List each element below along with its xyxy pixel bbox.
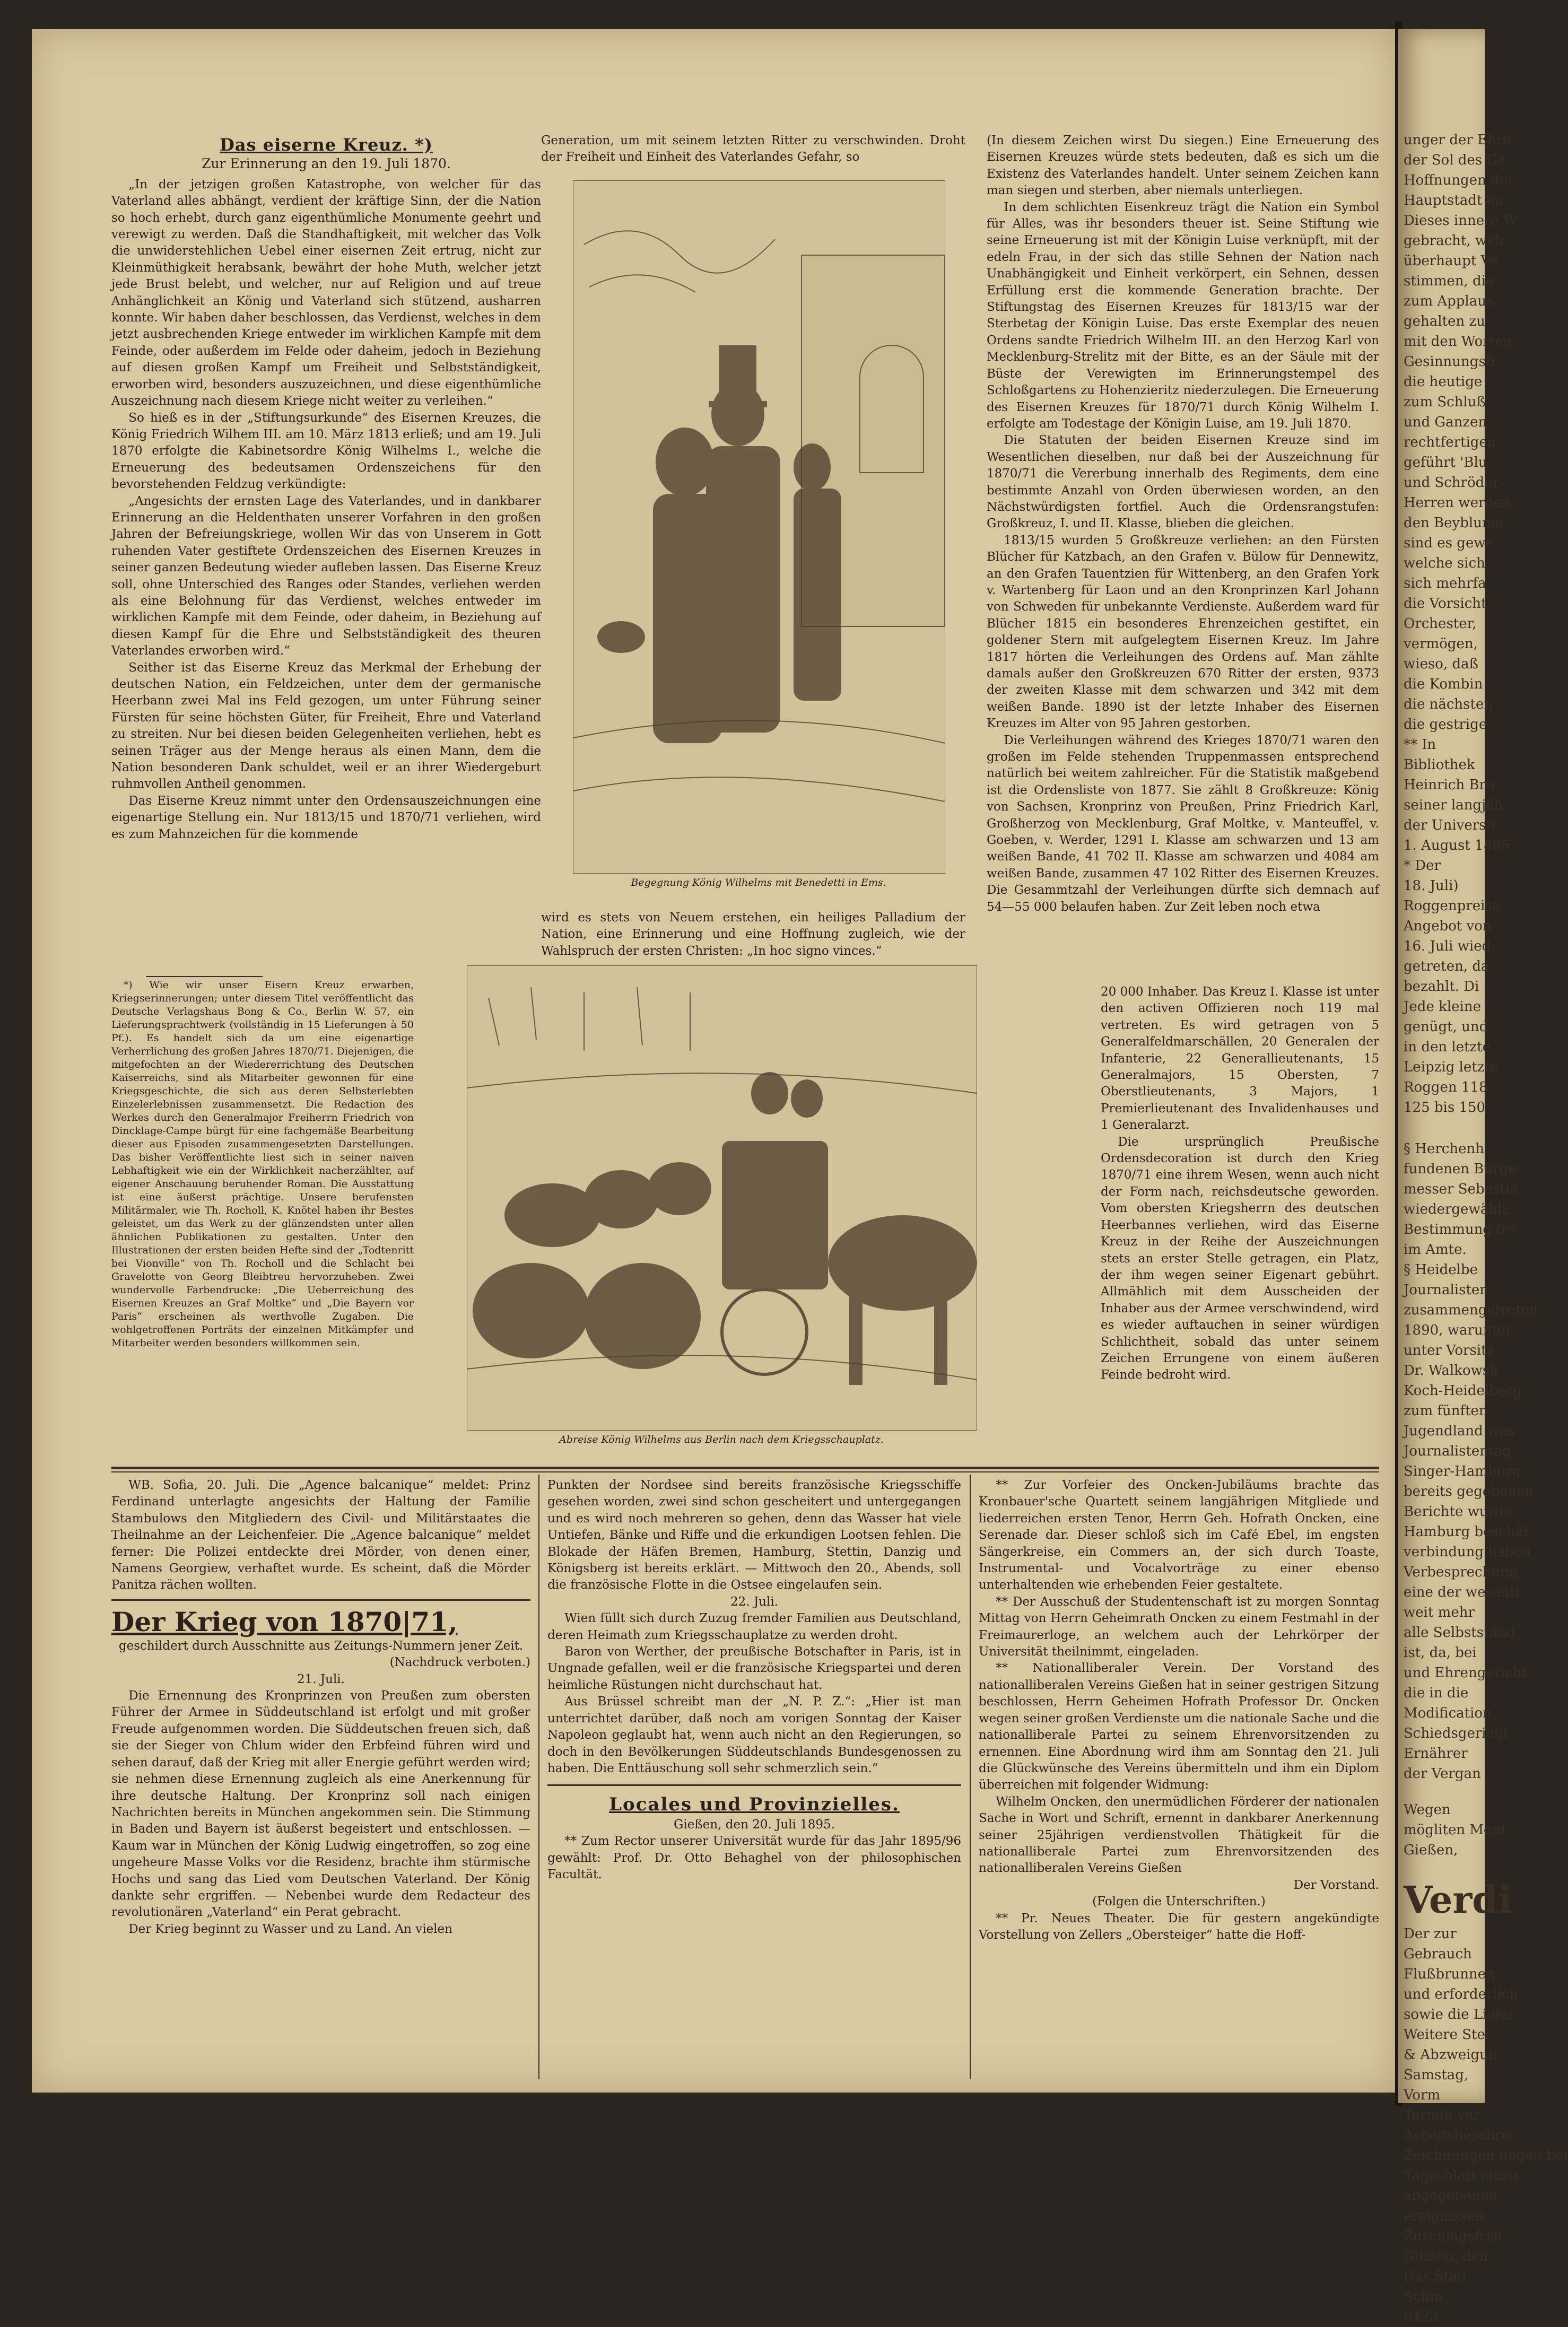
bleed-line: sind es gewe xyxy=(1404,535,1494,551)
bleed-line: Verdi xyxy=(1404,1878,1512,1922)
bleed-line: überhaupt Ve xyxy=(1404,253,1498,269)
bleed-line: bezahlt. Di xyxy=(1404,979,1479,995)
bleed-line: abgegebenen xyxy=(1404,2188,1498,2204)
bleed-line: wieso, daß xyxy=(1404,656,1478,672)
bleed-block-4 xyxy=(1398,1876,1568,2307)
bottom-column-3 xyxy=(979,1477,1379,2077)
footnote-divider xyxy=(146,976,263,977)
bleed-line: der Universit xyxy=(1404,817,1496,833)
bleed-line: der Vergan xyxy=(1404,1766,1481,1782)
bleed-line: rechtfertigen xyxy=(1404,434,1496,450)
paragraph: ** Zur Vorfeier des Oncken-Jubiläums brachte das Kronbauer'sche Quartett seinem langjährigen Mitgliede und liederreichen ersten Tenor, Herrn Geh. Hofrath Oncken, eine Serenade dar. Dieser schloß sich im Café Ebel, im engsten Sängerkreise, ein Commers an, der sich durch Toaste, Instrumental- und Vocalvorträge zu einer ebenso unterhaltenden wie erhebenden Feier gestaltete. xyxy=(979,1478,1379,1592)
bleed-line: Modification xyxy=(1404,1705,1492,1721)
bleed-line: 1. August 1895 xyxy=(1404,838,1510,853)
bleed-line: vermögen, xyxy=(1404,636,1478,652)
locales-heading: Locales und Provinzielles. xyxy=(609,1794,900,1816)
bleed-line: und Ganzen xyxy=(1404,414,1487,430)
bleed-block-1 xyxy=(1398,130,1518,1118)
bleed-line: Hoffnungen der xyxy=(1404,172,1514,188)
signature: Der Vorstand. xyxy=(1293,1878,1379,1892)
newspaper-page xyxy=(32,29,1395,2093)
bleed-line: sowie die Liefer xyxy=(1404,2007,1515,2023)
bleed-line: 16. Juli wied xyxy=(1404,938,1491,954)
bleed-line: zusammengetreten xyxy=(1404,1302,1538,1318)
bleed-line: zum Schluß xyxy=(1404,394,1486,410)
bleed-line: § Herchenh xyxy=(1404,1141,1484,1157)
bleed-line: § Heidelbe xyxy=(1404,1262,1478,1278)
paragraph: „In der jetzigen großen Katastrophe, von welcher für das Vaterland alles abhängt, verdient der kräftige Sinn, der die Nation so hoch erhebt, durch ganz eigenthümliche Monumente geehrt und verewigt zu werden. Daß die Standhaftigkeit, mit welcher das Volk die unwiderstehlichen Uebel einer eisernen Zeit ertrug, nicht zur Kleinmüthigkeit herabsank, bewährt der hohe Muth, welcher jetzt jede Brust belebt, und welcher, nur auf Religion und auf treue Anhänglichkeit an König und Vaterland sich stützend, ausharren konnte. Wir haben daher beschlossen, das Verdienst, welches in dem jetzt ausbrechenden Kriege entweder im wirklichen Kampfe mit dem Feinde, oder außerdem im Felde oder daheim, jedoch in Beziehung auf diesen großen Kampf um Freiheit und Selbstständigkeit, erworben wird, besonders auszuzeichnen, und diese eigenthümliche Auszeichnung nach diesem Kriege nicht weiter zu verleihen.“ xyxy=(111,177,541,408)
bleed-line: eine der wesentl xyxy=(1404,1584,1520,1600)
bleed-line: Journalisten xyxy=(1404,1282,1489,1298)
war-series-title: Der Krieg von 1870|71, xyxy=(111,1606,458,1637)
bleed-line: Koch-Heidelberg xyxy=(1404,1383,1522,1399)
bleed-line: Schiedsgericht xyxy=(1404,1725,1509,1741)
paragraph: (In diesem Zeichen wirst Du siegen.) Eine Erneuerung des Eisernen Kreuzes würde stets bedeuten, daß es sich um die Existenz des Vaterlandes handelt. Unter seinem Zeichen kann man siegen und sterben, aber niemals unterliegen. xyxy=(987,134,1379,198)
illustration-ems-drawing xyxy=(573,181,945,873)
paragraph: Wien füllt sich durch Zuzug fremder Familien aus Deutschland, deren Heimath zum Kriegsschauplatze zu werden droht. xyxy=(547,1611,961,1642)
bleed-line: & Abzweigun xyxy=(1404,2047,1497,2063)
date-heading: 21. Juli. xyxy=(297,1672,345,1686)
news-sofia: WB. Sofia, 20. Juli. Die „Agence balcanique“ meldet: Prinz Ferdinand unterlagte angesichts der Haltung der Familie Stambulows den Mitgliedern des Civil- und Militärstaates die Theilnahme an der Leichenfeier. Die „Agence balcanique“ meldet ferner: Die Polizei entdeckte drei Mörder, von denen einer, Namens Georgiew, verhaftet wurde. Es scheint, daß die Mörder Panitza rächen wollten. xyxy=(111,1478,530,1592)
paragraph: Seither ist das Eiserne Kreuz das Merkmal der Erhebung der deutschen Nation, ein Feldzeichen, unter dem der germanische Heerbann zwei Mal ins Feld gezogen, um unter Führung seiner Fürsten für seine höchsten Güter, für Freiheit, Ehre und Vaterland zu streiten. Nur bei diesen beiden Gelegenheiten verliehen, hebt es seinen Träger aus der Menge heraus als einen Mann, dem die Nation besonderen Dank schuldet, weil er an ihrer Wiedergeburt ruhmvollen Antheil genommen. xyxy=(111,660,541,791)
bleed-line: den Beyblume xyxy=(1404,515,1503,531)
bleed-line: Heinrich Bru xyxy=(1404,777,1495,793)
bleed-line: Ernährer xyxy=(1404,1746,1468,1762)
bleed-line: sich mehrfa xyxy=(1404,576,1486,591)
adjacent-page-fragment xyxy=(1398,29,1568,2325)
article-column-3 xyxy=(987,133,1379,981)
paragraph: Wilhelm Oncken, den unermüdlichen Förderer der nationalen Sache in Wort und Schrift, ernennt in dankbarer Anerkennung seiner 25jährigen verdienstvollen Thätigkeit für die nationalliberale Partei zum Ehrenvorsitzenden des nationalliberalen Vereins Gießen xyxy=(979,1794,1379,1876)
paragraph: Generation, um mit seinem letzten Ritter zu verschwinden. Droht der Freiheit und Einheit des Vaterlandes Gefahr, so xyxy=(541,134,965,164)
bleed-line: Herren werden xyxy=(1404,495,1511,511)
bleed-line: Termin ver xyxy=(1404,2107,1480,2123)
bleed-line: Jugendland was xyxy=(1404,1423,1515,1439)
paragraph: wird es stets von Neuem erstehen, ein heiliges Palladium der Nation, eine Erinnerung und eine Hoffnung zugleich, wie der Wahlspruch der ersten Christen: „In hoc signo vinces.“ xyxy=(541,911,965,958)
bleed-line: Journalistentag xyxy=(1404,1443,1511,1459)
article-title: Das eiserne Kreuz. *) xyxy=(220,135,433,155)
paragraph: „Angesichts der ernsten Lage des Vaterlandes, und in dankbarer Erinnerung an die Heldenthaten unserer Vorfahren in den großen Jahren der Befreiungskriege, wollen Wir das von Unserem in Gott ruhenden Vater gestiftete Ordenszeichen des Eisernen Kreuzes in seiner ganzen Bedeutung wieder aufleben lassen. Das Eiserne Kreuz soll, ohne Unterschied des Ranges oder Standes, verliehen werden als eine Belohnung für das Verdienst, welches entweder im wirklichen Kampfe mit dem Feinde, oder daheim, in Beziehung auf diesen Kampf für die Ehre und Selbstständigkeit des theuren Vaterlandes erworben wird.“ xyxy=(111,494,541,658)
bottom-column-1 xyxy=(111,1477,530,2077)
bleed-line: Weitere Stei xyxy=(1404,2027,1490,2043)
paragraph: Der Krieg beginnt zu Wasser und zu Land. An vielen xyxy=(128,1922,452,1936)
bleed-line: Roggenpreise xyxy=(1404,898,1501,914)
bleed-line: ist, da, bei xyxy=(1404,1645,1477,1661)
paragraph: ** Zum Rector unserer Universität wurde für das Jahr 1895/96 gewählt: Prof. Dr. Otto Behaghel von der philosophischen Facultät. xyxy=(547,1834,961,1881)
bleed-line: Singer-Hamburg xyxy=(1404,1463,1521,1479)
footnote xyxy=(111,979,414,1459)
article-column-3b xyxy=(1101,984,1379,1451)
bleed-line: Bestimmung fre xyxy=(1404,1222,1516,1237)
bleed-block-2 xyxy=(1398,1139,1538,1784)
bleed-line: Gesinnungsb xyxy=(1404,354,1495,370)
paragraph: Aus Brüssel schreibt man der „N. P. Z.“: „Hier ist man unterrichtet darüber, daß noch am vorigen Sonntag der Kaiser Napoleon geglaubt hat, wenn auch nicht an den Regierungen, so doch in den Bevölkerungen Süddeutschlands Bundesgenossen zu haben. Die Enttäuschung soll sehr schmerzlich sein.“ xyxy=(547,1695,961,1775)
bleed-line: Gebrauch xyxy=(1404,1946,1472,1962)
paragraph: Punkten der Nordsee sind bereits französische Kriegsschiffe gesehen worden, zwei sind schon gescheitert und untergegangen und es wird noch mehreren so gehen, denn das Wasser hat viele Untiefen, Bänke und Riffe und die erkundigen Lootsen fehlen. Die Blokade der Häfen Bremen, Hamburg, Stettin, Danzig und Königsberg ist bereits erklärt. — Mittwoch den 20., Abends, soll die französische Flotte in die Ostsee eingelaufen sein. xyxy=(547,1478,961,1592)
bleed-line: stimmen, die xyxy=(1404,273,1494,289)
bleed-line: Dr. Walkowsk xyxy=(1404,1363,1498,1379)
bleed-line: gebracht, welc xyxy=(1404,233,1508,249)
paragraph: ** Nationalliberaler Verein. Der Vorstand des nationalliberalen Vereins Gießen hat in seiner gestrigen Sitzung beschlossen, Herrn Geheimen Hofrath Professor Dr. Oncken wegen seiner großen Verdienste um die nationale Sache und die nationalliberale Partei zu seinem Ehrenvorsitzenden zu ernennen. Eine Abordnung wird ihm am Sonntag den 21. Juli die Glückwünsche des Vereins übermitteln und ihm ein Diplom überreichen mit folgender Widmung: xyxy=(979,1661,1379,1792)
bleed-line: Das Stad xyxy=(1404,2269,1467,2285)
bleed-line: messer Sebastia xyxy=(1404,1181,1518,1197)
paragraph: Die Statuten der beiden Eisernen Kreuze sind im Wesentlichen dieselben, nur daß bei der Auszeichnung für 1870/71 die Vererbung innerhalb des Regiments, dem eine bestimmte Anzahl von Orden überwiesen worden, an den Nächstwürdigsten fortfiel. Auch die Ordensrangstufen: Großkreuz, I. und II. Klasse, blieben die gleichen. xyxy=(987,433,1379,531)
bleed-line: die Vorsicht xyxy=(1404,596,1487,612)
bleed-line: die nächsten xyxy=(1404,696,1493,712)
bleed-line: die gestrige xyxy=(1404,717,1487,733)
bleed-line: im Amte. xyxy=(1404,1242,1467,1258)
bleed-line: geführt 'Blu xyxy=(1404,455,1487,470)
paragraph: Die Verleihungen während des Krieges 1870/71 waren den großen im Felde stehenden Truppenmassen entsprechend natürlich bei weitem zahlreicher. Für die Statistik maßgebend ist die Ordensliste von 1877. Sie zählt 8 Großkreuze: König von Sachsen, Kronprinz von Preußen, Prinz Friedrich Karl, Großherzog von Mecklenburg, Graf Moltke, v. Manteuffel, v. Goeben, v. Werder, 1291 I. Klasse am schwarzen und 13 am weißen Bande, 41 702 II. Klasse am schwarzen und 4084 am weißen Bande, zusammen 47 102 Ritter des Eisernen Kreuzes. Die Gesammtzahl der Verleihungen dürfte sich demnach auf 54—55 000 belaufen haben. Zur Zeit leben noch etwa xyxy=(987,733,1379,914)
bleed-line: Roggen 118 xyxy=(1404,1079,1488,1095)
bleed-line: Arbeitsbeschrei xyxy=(1404,2128,1514,2143)
footnote-text: *) Wie wir unser Eisern Kreuz erwarben, Kriegserinnerungen; unter diesem Titel veröffentlicht das Deutsche Verlagshaus Bong & Co., Berlin W. 57, ein Lieferungsprachtwerk (vollständig in 15 Lieferungen à 50 Pf.). Es handelt sich da um eine eigenartige Verherrlichung des großen Jahres 1870/71. Diejenigen, die mitgefochten an der Wiedererrichtung des Deutschen Kaiserreichs, sind als Mitarbeiter gewonnen für eine Kriegsgeschichte, die sich aus deren Selbsterlebten Einzelerlebnissen zusammensetzt. Die Redaction des Werkes durch den Generalmajor Freiherrn Friedrich von Dincklage-Campe bürgt für eine fachgemäße Bearbeitung dieser aus Episoden zusammengesetzten Darstellungen. Das bisher Veröffentlichte liest sich in seiner naiven Lebhaftigkeit wie ein der Wirklichkeit nacherzählter, auf eigener Anschauung beruhender Roman. Die Ausstattung ist eine äußerst prächtige. Unsere berufensten Militärmaler, wie Th. Rocholl, K. Knötel haben ihr Bestes geleistet, um das Werk zu der glänzendsten unter allen ähnlichen Publikationen zu gestalten. Unter den Illustrationen der ersten beiden Hefte sind der „Todtenritt bei Vionville“ von Th. Rocholl und die Schlacht bei Gravelotte von Georg Bleibtreu hervorzuheben. Zwei wundervolle Farbendrucke: „Die Ueberreichung des Eisernen Kreuzes an Graf Moltke“ und „Die Bayern vor Paris“ erscheinen als werthvolle Zugaben. Die wohlgetroffenen Porträts der einzelnen Mitkämpfer und Mitarbeiter werden besonders willkommen sein. xyxy=(111,979,414,1349)
paragraph: ** Pr. Neues Theater. Die für gestern angekündigte Vorstellung von Zellers „Obersteiger“ hatte die Hoff- xyxy=(979,1911,1379,1942)
paragraph: In dem schlichten Eisenkreuz trägt die Nation ein Symbol für Alles, was ihr besonders theuer ist. Seine Stiftung wie seine Erneuerung ist mit der Königin Luise verknüpft, mit der edeln Frau, in der sich das stille Sehnen der Nation nach Unabhängigkeit und Einheit verkörpert, ein Sehnen, dessen Erfüllung erst die kommende Generation brachte. Der Stiftungstag des Eisernen Kreuzes für 1813/15 war der Sterbetag der Königin Luise. Das erste Exemplar des neuen Ordens sandte Friedrich Wilhelm III. an den Herzog Karl von Mecklenburg-Strelitz mit der Bitte, es an der Säule mit der Büste der Verewigten im Erinnerungstempel des Schloßgartens zu Hohenzieritz niederzulegen. Die Erneuerung des Eisernen Kreuzes für 1870/71 durch König Wilhelm I. erfolgte am Todestage der Königin Luise, am 19. Juli 1870. xyxy=(987,200,1379,431)
paragraph: Das Eiserne Kreuz nimmt unter den Ordensauszeichnungen eine eigenartige Stellung ein. Nur 1813/15 und 1870/71 verliehen, wird es zum Mahnzeichen für die kommende xyxy=(111,794,541,841)
bleed-line: alle Selbstständ xyxy=(1404,1625,1515,1641)
bleed-line: Hauptstadt au xyxy=(1404,193,1504,208)
bleed-line: ereignissen xyxy=(1404,2208,1485,2224)
bleed-line: die Kombin xyxy=(1404,676,1483,692)
bleed-line: Tagesblatt einzu xyxy=(1404,2168,1519,2184)
divider xyxy=(111,1599,530,1601)
footer-number: 6423 xyxy=(1404,2309,1439,2325)
bleed-line: gehalten zu xyxy=(1404,313,1485,329)
section-divider xyxy=(111,1467,1379,1469)
bleed-line: und Schröder xyxy=(1404,475,1500,491)
bleed-line: in den letzte xyxy=(1404,1039,1491,1055)
bleed-line: der Sol des Ga xyxy=(1404,152,1506,168)
illustration-ems xyxy=(573,180,945,874)
paragraph: Die Ernennung des Kronprinzen von Preußen zum obersten Führer der Armee in Süddeutschland ist erfolgt und mit großer Freude aufgenommen worden. Die Süddeutschen freuen sich, daß sie der Sieger von Chlum wider den Erbfeind führen wird und sehen darauf, daß der Krieg mit aller Energie geführt werden wird; sie nehmen diese Ernennung zugleich als eine Anerkennung für ihre deutsche Haltung. Der Kronprinz soll nach einigen Nachrichten bereits in München angekommen sein. Die Stimmung in Baden und Bayern ist äußerst begeistert und entschlossen. — Kaum war in München der König Ludwig eingetroffen, so zog eine ungeheure Masse Volks vor die Residenz, brachte ihm stürmische Hochs und sang das Lied vom Deutschen Vaterland. Der König dankte sehr ergriffen. — Nebenbei wurde dem Redacteur des revolutionären „Vaterland“ ein Perat gebracht. xyxy=(111,1689,530,1920)
bleed-line: ** In xyxy=(1404,737,1436,753)
bleed-line: welche sich xyxy=(1404,555,1485,571)
bleed-line: zum Applaus xyxy=(1404,293,1494,309)
bleed-line: Flußbrunnen xyxy=(1404,1966,1495,1982)
bleed-line: Zeichnungen liegen bei xyxy=(1404,2148,1568,2164)
date-heading: 22. Juli. xyxy=(730,1594,778,1609)
bleed-line: verbindung haben xyxy=(1404,1544,1531,1560)
bleed-line: Zuschlagsfrist xyxy=(1404,2228,1503,2244)
bleed-line: Samstag, xyxy=(1404,2067,1469,2083)
column-rule xyxy=(970,1475,971,2079)
bleed-line: Dieses innere W xyxy=(1404,213,1518,229)
war-series-subtitle: geschildert durch Ausschnitte aus Zeitungs-Nummern jener Zeit. xyxy=(118,1639,524,1653)
paragraph: So hieß es in der „Stiftungsurkunde“ des Eisernen Kreuzes, die König Friedrich Wilhem III. am 10. März 1813 erließ; und am 19. Juli 1870 erfolgte die Kabinetsordre König Wilhelms I., welche die Erneuerung des bedeutsamen Ordenszeichens für den bevorstehenden Feldzug verkündigte: xyxy=(111,411,541,492)
bleed-line: 18. Juli) xyxy=(1404,878,1459,894)
bleed-line: mögliten Mont xyxy=(1404,1822,1506,1838)
bleed-line: unger der Ehre xyxy=(1404,132,1511,148)
paragraph: 20 000 Inhaber. Das Kreuz I. Klasse ist unter den activen Offizieren noch 119 mal vertreten. Es wird getragen von 5 Generalfeldmarschällen, 20 Generalen der Infanterie, 22 Generallieutenants, 15 Generalmajors, 15 Obersten, 7 Oberstlieutenants, 3 Majors, 1 Premierlieutenant des Invalidenhauses und 1 Generalarzt. xyxy=(1101,985,1379,1132)
bleed-line: die in die xyxy=(1404,1685,1469,1701)
reprint-notice: (Nachdruck verboten.) xyxy=(389,1655,530,1670)
bleed-line: fundenen Bürge xyxy=(1404,1161,1517,1177)
illustration-departure-caption: Abreise König Wilhelms aus Berlin nach dem Kriegsschauplatz. xyxy=(559,1434,884,1445)
paragraph: Die ursprünglich Preußische Ordensdecoration ist durch den Krieg 1870/71 eine ihrem Wesen, wenn auch nicht der Form nach, reichsdeutsche geworden. Vom obersten Kriegsherrn des deutschen Heerbannes verliehen, wird das Eiserne Kreuz in der Reihe der Auszeichnungen stets an erster Stelle getragen, ein Platz, der ihm wegen seiner Eigenart gebührt. Allmählich mit dem Ausscheiden der Inhaber aus der Armee verschwindend, wird es wieder auftauchen in seiner würdigen Schlichtheit, sobald das unter seinem Zeichen Errungene von einem äußeren Feinde bedroht wird. xyxy=(1101,1135,1379,1382)
bleed-line: Gießen, xyxy=(1404,1842,1458,1858)
bleed-line: Hamburg beschäf xyxy=(1404,1524,1529,1540)
bleed-line: und Ehrengericht xyxy=(1404,1665,1528,1681)
bleed-line: Der zur xyxy=(1404,1926,1457,1942)
bleed-line: Schm xyxy=(1404,2289,1443,2305)
bleed-line: wiedergewählt. xyxy=(1404,1201,1512,1217)
bleed-line: 125 bis 150 xyxy=(1404,1100,1486,1115)
section-divider-thin xyxy=(111,1471,1379,1472)
bleed-block-3 xyxy=(1398,1800,1506,1860)
article-subtitle: Zur Erinnerung an den 19. Juli 1870. xyxy=(202,156,451,172)
column-rule xyxy=(538,1475,539,2079)
bleed-line: bereits gegebenen xyxy=(1404,1484,1534,1500)
locales-dateline: Gießen, den 20. Juli 1895. xyxy=(674,1817,835,1832)
bleed-line: Berichte wurde xyxy=(1404,1504,1512,1520)
bleed-line: weit mehr xyxy=(1404,1605,1475,1620)
article-column-2-top xyxy=(541,133,965,170)
bleed-line: Jede kleine xyxy=(1404,999,1482,1015)
illustration-departure xyxy=(467,965,977,1431)
bleed-line: Bibliothek xyxy=(1404,757,1475,773)
bleed-line: Wegen xyxy=(1404,1802,1451,1818)
bleed-line: Verbesprechung xyxy=(1404,1564,1518,1580)
bleed-line: Gießen, den xyxy=(1404,2248,1488,2264)
bleed-line: Angebot von xyxy=(1404,918,1492,934)
bleed-line: unter Vorsitz xyxy=(1404,1343,1494,1358)
bleed-line: * Der xyxy=(1404,858,1441,874)
bleed-line: getreten, da xyxy=(1404,958,1489,974)
illustration-ems-caption: Begegnung König Wilhelms mit Benedetti in Ems. xyxy=(631,877,886,888)
bleed-line: genügt, und xyxy=(1404,1019,1488,1035)
paragraph: Baron von Werther, der preußische Botschafter in Paris, ist in Ungnade gefallen, weil er die französische Kriegspartei und deren heimliche Rüstungen nicht durchschaut hat. xyxy=(547,1645,961,1692)
bleed-line: Vorm xyxy=(1404,2087,1441,2103)
bleed-line: seiner langjäh xyxy=(1404,797,1503,813)
bleed-line: Orchester, xyxy=(1404,616,1477,632)
bleed-line: und erforderlich xyxy=(1404,1986,1519,2002)
bleed-line: mit den Worten xyxy=(1404,334,1512,350)
illustration-departure-drawing xyxy=(467,966,977,1430)
article-column-2-bottom xyxy=(541,910,965,960)
divider xyxy=(547,1784,961,1786)
bleed-line: Leipzig letzte xyxy=(1404,1059,1499,1075)
bottom-column-2 xyxy=(547,1477,961,2077)
note: (Folgen die Unterschriften.) xyxy=(1092,1895,1266,1909)
bleed-line: die heutige xyxy=(1404,374,1483,390)
bleed-line: zum fünften xyxy=(1404,1403,1488,1419)
bleed-line: 1890, warunter xyxy=(1404,1322,1512,1338)
paragraph: 1813/15 wurden 5 Großkreuze verliehen: an den Fürsten Blücher für Katzbach, an den Grafen v. Bülow für Dennewitz, an den Grafen Tauentzien für Wittenberg, an den Grafen York v. Wartenberg für Laon und an den Kronprinzen Karl Johann von Schweden für unbekannte Verdienste. Außerdem ward für Blücher 1815 ein besonderes Ehrenzeichen gestiftet, ein goldener Stern mit aufgelegtem Eisernen Kreuz. Im Jahre 1817 hörten die Verleihungen des Ordens auf. Man zählte damals außer den Großkreuzen 670 Ritter der ersten, 9373 der zweiten Klasse mit dem schwarzen und 342 mit dem weißen Bande. 1890 ist der letzte Inhaber des Eisernen Kreuzes im Alter von 95 Jahren gestorben. xyxy=(987,533,1379,731)
paragraph: ** Der Ausschuß der Studentenschaft ist zu morgen Sonntag Mittag von Herrn Geheimrath Oncken zu einem Festmahl in der Freimaurerloge, an welchem auch der Lehrkörper der Universität theilnimmt, eingeladen. xyxy=(979,1594,1379,1659)
